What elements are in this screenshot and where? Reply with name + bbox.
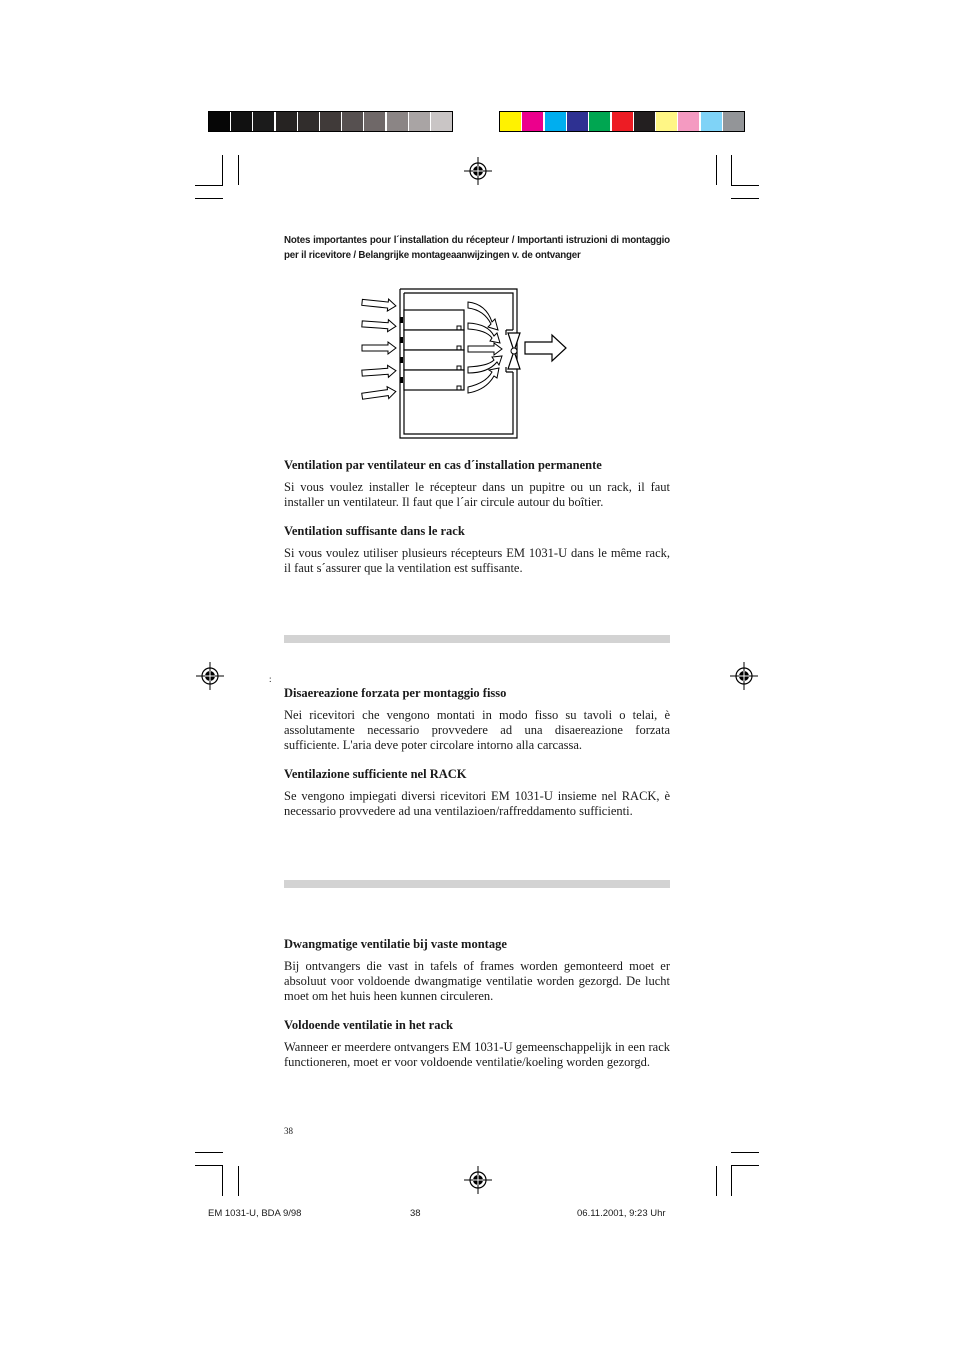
crop-mark xyxy=(195,185,223,186)
crop-mark xyxy=(731,155,732,185)
section-divider xyxy=(284,880,670,888)
color-swatch xyxy=(589,111,611,132)
crop-mark xyxy=(731,1166,732,1196)
fr-heading-1: Ventilation par ventilateur en cas d´installation permanente xyxy=(284,458,602,472)
registration-mark-icon xyxy=(464,157,492,185)
fr-paragraph-2: Si vous voulez utiliser plusieurs récepteurs EM 1031-U dans le même rack, il faut s´assurer que la ventilation est suffisante. xyxy=(284,546,670,575)
gray-swatch xyxy=(409,111,431,132)
fr-paragraph-1: Si vous voulez installer le récepteur dans un pupitre ou un rack, il faut installer un ventilateur. Il faut que l´air circule autour du boîtier. xyxy=(284,480,670,509)
crop-mark xyxy=(222,1166,223,1196)
crop-mark xyxy=(195,1165,223,1166)
registration-mark-icon xyxy=(464,1166,492,1194)
crop-mark xyxy=(716,155,717,185)
gray-swatch xyxy=(431,111,453,132)
registration-mark-icon xyxy=(196,662,224,690)
it-paragraph-2: Se vengono impiegati diversi ricevitori EM 1031-U insieme nel RACK, è necessario provvedere ad una ventilazioen/raffreddamento sufficienti. xyxy=(284,789,670,818)
color-swatch xyxy=(522,111,544,132)
rack-ventilation-diagram xyxy=(358,288,570,440)
crop-mark xyxy=(731,185,759,186)
color-swatch xyxy=(678,111,700,132)
footer-doc-id: EM 1031-U, BDA 9/98 xyxy=(208,1208,302,1219)
registration-mark-icon xyxy=(730,662,758,690)
crop-mark xyxy=(195,1152,223,1153)
crop-mark xyxy=(731,1165,759,1166)
crop-mark xyxy=(238,1166,239,1196)
page-number: 38 xyxy=(284,1126,293,1136)
it-heading-1: Disaereazione forzata per montaggio fisso xyxy=(284,686,507,700)
stray-mark: : xyxy=(269,674,272,684)
gray-swatch xyxy=(364,111,386,132)
section-divider xyxy=(284,635,670,643)
gray-swatch xyxy=(209,111,231,132)
color-swatch xyxy=(723,111,745,132)
gray-swatch xyxy=(276,111,298,132)
page-header: Notes importantes pour l´installation du récepteur / Importanti istruzioni di montaggio per il ricevitore / Belangrijke montageaanwijzingen v. de ontvanger xyxy=(284,234,670,261)
color-swatch xyxy=(612,111,634,132)
crop-mark xyxy=(238,155,239,185)
color-swatch xyxy=(500,111,522,132)
color-swatch xyxy=(545,111,567,132)
crop-mark xyxy=(222,155,223,185)
it-paragraph-1: Nei ricevitori che vengono montati in modo fisso su tavoli o telai, è assolutamente necessario provvedere ad una disaereazione forzata sufficiente. L'aria deve poter circolare intorno alla carcassa. xyxy=(284,708,670,752)
gray-swatch xyxy=(453,111,475,132)
nl-paragraph-2: Wanneer er meerdere ontvangers EM 1031-U gemeenschappelijk in een rack functioneren, moet er voor voldoende ventilatie/koeling worden gezorgd. xyxy=(284,1040,670,1069)
gray-swatch xyxy=(387,111,409,132)
gray-swatch xyxy=(231,111,253,132)
gray-swatch xyxy=(253,111,275,132)
color-swatch xyxy=(634,111,656,132)
gray-swatch xyxy=(320,111,342,132)
crop-mark xyxy=(731,198,759,199)
footer-timestamp: 06.11.2001, 9:23 Uhr xyxy=(577,1208,666,1219)
gray-swatch xyxy=(342,111,364,132)
gray-swatch xyxy=(298,111,320,132)
color-swatch xyxy=(567,111,589,132)
color-swatch xyxy=(701,111,723,132)
nl-heading-2: Voldoende ventilatie in het rack xyxy=(284,1018,453,1032)
crop-mark xyxy=(731,1152,759,1153)
crop-mark xyxy=(716,1166,717,1196)
crop-mark xyxy=(195,198,223,199)
fr-heading-2: Ventilation suffisante dans le rack xyxy=(284,524,465,538)
footer-page: 38 xyxy=(410,1208,421,1219)
nl-heading-1: Dwangmatige ventilatie bij vaste montage xyxy=(284,937,507,951)
nl-paragraph-1: Bij ontvangers die vast in tafels of frames worden gemonteerd moet er absoluut voor voldoende dwangmatige ventilatie worden gezorgd. De lucht moet om het huis heen kunnen circuleren. xyxy=(284,959,670,1003)
it-heading-2: Ventilazione sufficiente nel RACK xyxy=(284,767,467,781)
color-swatch xyxy=(656,111,678,132)
